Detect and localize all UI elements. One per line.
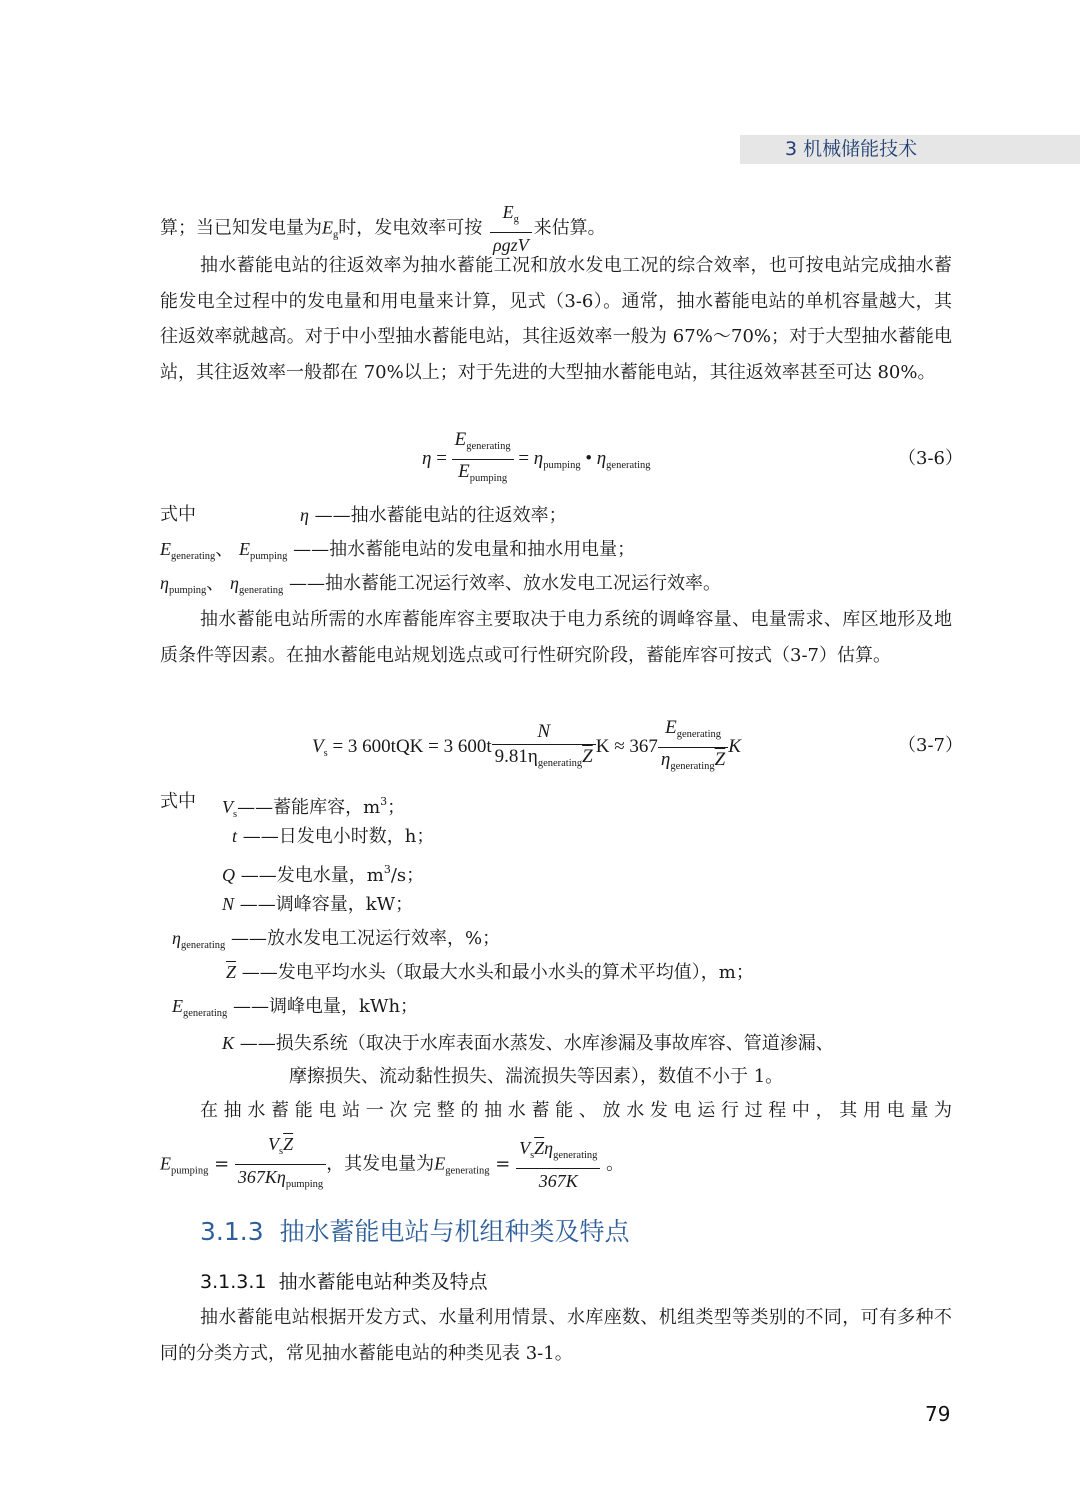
where2-row-eta: $\eta_{generating}$ ——放水发电工况运行效率，%； — [172, 928, 501, 951]
page-number: 79 — [925, 1402, 951, 1426]
where2-row-k: K ——损失系统（取决于水库表面水蒸发、水库渗漏及事故库容、管道渗漏、 — [222, 1033, 834, 1054]
where1-row-efficiencies: $\eta_{pumping}$、 $\eta_{generating}$ ——抽水蓄能工况运行效率、放水发电工况运行效率。 — [160, 573, 721, 596]
paragraph-energy-use: 在抽水蓄能电站一次完整的抽水蓄能、放水发电运行过程中，其用电量为 — [200, 1100, 952, 1121]
subsection-heading: 3.1.3.1 抽水蓄能电站种类及特点 — [200, 1271, 488, 1293]
paragraph-storage-capacity: 抽水蓄能电站所需的水库蓄能库容主要取决于电力系统的调峰容量、电量需求、库区地形及地质条件等因素。在抽水蓄能电站规划选点或可行性研究阶段，蓄能库容可按式（3-7）估算。 — [160, 609, 952, 666]
paragraph-station-types: 抽水蓄能电站根据开发方式、水量利用情景、水库座数、机组类型等类别的不同，可有多种不同的分类方式，常见抽水蓄能电站的种类见表 3-1。 — [160, 1307, 952, 1364]
where2-row-k-cont: 摩擦损失、流动黏性损失、湍流损失等因素），数值不小于 1。 — [289, 1066, 784, 1087]
equation-3-6: η = $\frac{E_{generating}}{E_{pumping}}$ = $\eta_{pumping}$ • $\eta_{generating}$ — [422, 429, 651, 484]
where2-row-t: t ——日发电小时数，h； — [232, 826, 435, 847]
equation-number-3-6: （3-6） — [898, 448, 963, 469]
where1-row-eta: η ——抽水蓄能电站的往返效率； — [300, 505, 567, 526]
where-label-1: 式中 — [160, 504, 196, 525]
where2-row-q: Q ——发电水量，$m^3/s$； — [222, 863, 425, 886]
where2-row-z: $\overline{Z}$ ——发电平均水头（取最大水头和最小水头的算术平均值），m； — [226, 962, 754, 983]
energy-formulas-line: $E_{pumping}$ = $\frac{V_s\overline{Z}}{367K\eta_{pumping}}$ ，其发电量为$E_{generating}$ = $\frac{V_s\overline{Z}\eta_{generating}}{367K}$ 。 — [160, 1134, 625, 1191]
where2-row-e: $E_{generating}$ ——调峰电量，kWh； — [172, 996, 419, 1019]
where2-row-vs: $V_s——$蓄能库容，$m^3$； — [222, 795, 406, 820]
equation-3-7: $V_s = 3$ 600tQK = 3 600t $\frac{N}{9.81\eta_{generating}\overline{Z}}$ K ≈ 367 $\frac{E_{generating}}{\eta_{generating}\overline{Z}}$ K — [312, 717, 741, 772]
where1-row-energy: $E_{generating}$、 $E_{pumping}$ ——抽水蓄能电站的发电量和抽水用电量； — [160, 539, 636, 562]
where-label-2: 式中 — [160, 791, 196, 812]
section-heading: 3.1.3 抽水蓄能电站与机组种类及特点 — [200, 1217, 630, 1246]
efficiency-fraction: $\frac{E_g}{\text{ρgzV}}$ — [490, 200, 532, 257]
chapter-header: 3 机械储能技术 — [785, 138, 918, 160]
paragraph-round-trip-efficiency: 抽水蓄能电站的往返效率为抽水蓄能工况和放水发电工况的综合效率，也可按电站完成抽水蓄能发电全过程中的发电量和用电量来计算，见式（3-6）。通常，抽水蓄能电站的单机容量越大，其往返效率就越高。对于中小型抽水蓄能电站，其往返效率一般为 67%～70%；对于大型抽水蓄能电站，其往返效率一般都在 70%以上；对于先进的大型抽水蓄能电站，其往返效率甚至可达 80%。 — [160, 255, 952, 383]
where2-row-n: N ——调峰容量，kW； — [222, 894, 414, 915]
intro-line: 算；当已知发电量为$E_g$时，发电效率可按 $\frac{E_g}{\text{ρgzV}}$ 来估算。 — [160, 202, 606, 255]
equation-number-3-7: （3-7） — [898, 735, 963, 756]
